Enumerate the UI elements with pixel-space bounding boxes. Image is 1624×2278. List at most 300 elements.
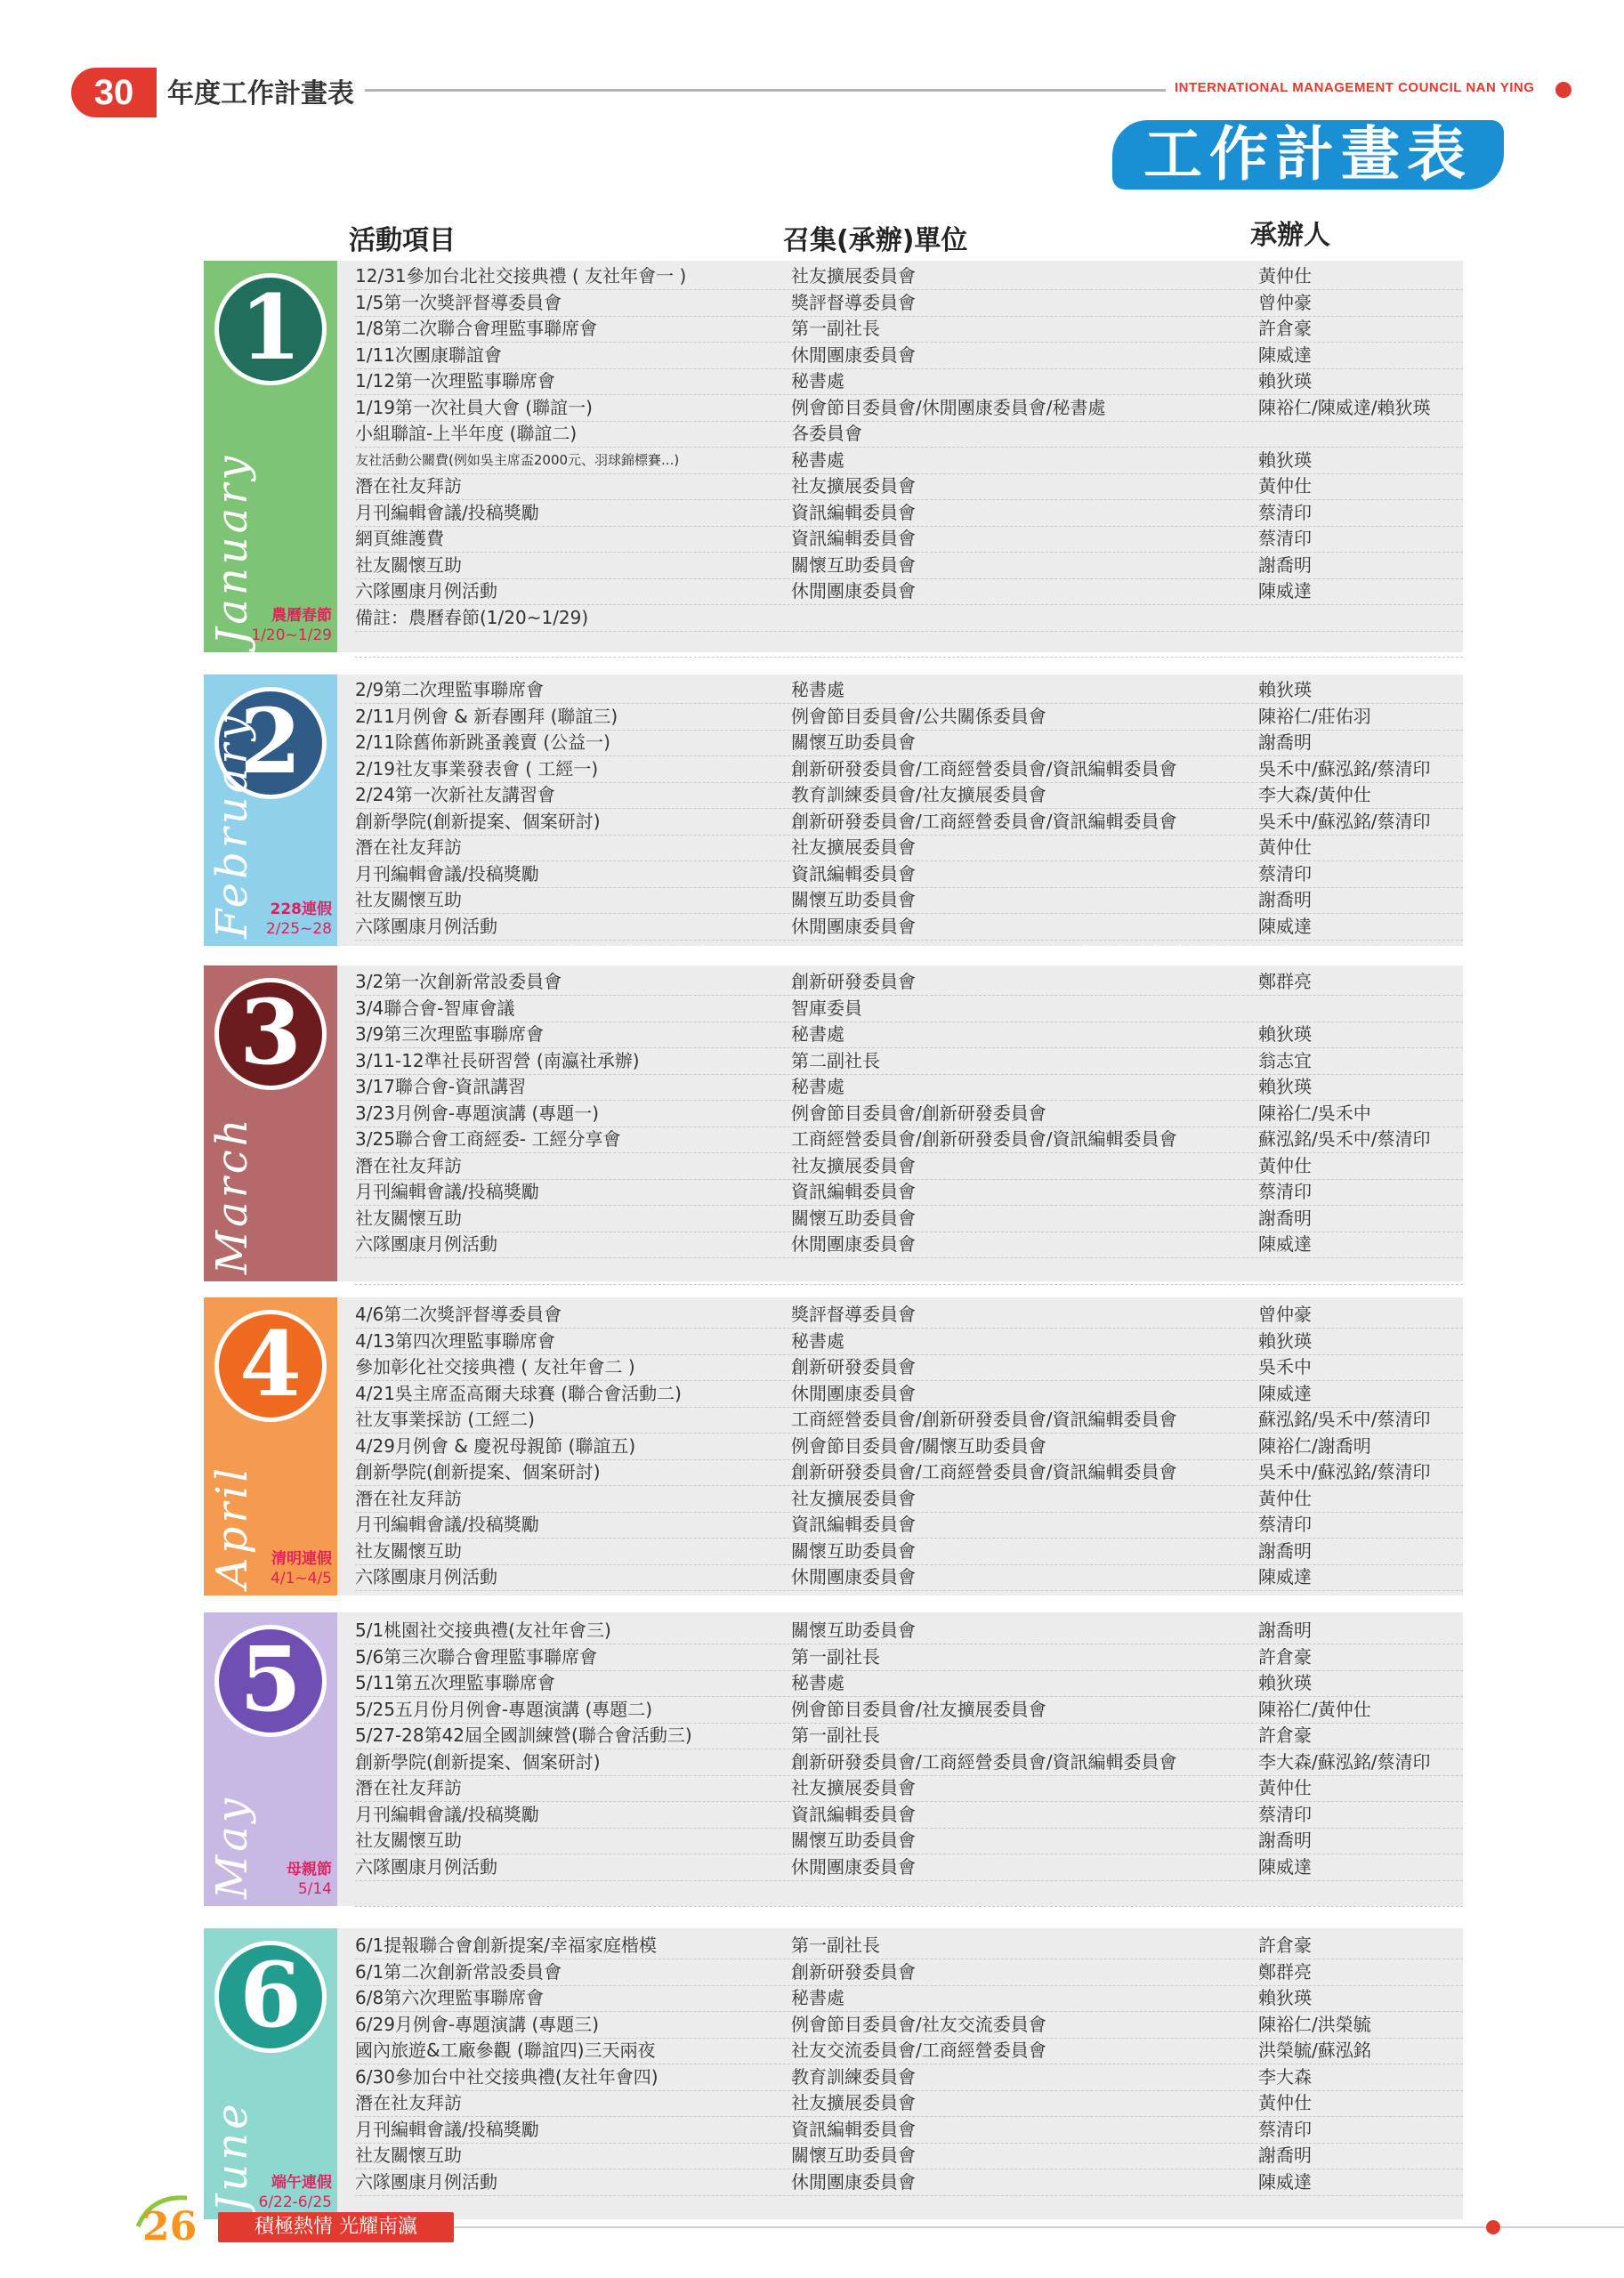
person-cell: 曾仲豪 [1258,1304,1312,1325]
month-block [204,1928,337,2219]
activity-cell: 社友關懷互助 [355,1539,462,1562]
table-row [355,2090,1463,2117]
person-cell: 曾仲豪 [1258,291,1312,313]
activity-cell: 6/30參加台中社交接典禮(友社年會四) [355,2065,658,2088]
table-row [355,1854,1463,1881]
table-row [355,1880,1463,1907]
month-number: 4 [214,1310,327,1422]
person-cell: 陳威達 [1258,343,1312,366]
person-cell: 陳裕仁/吳禾中 [1258,1102,1371,1124]
table-row [355,263,1463,290]
table-row [355,421,1463,448]
table-row [355,1723,1463,1749]
table-row [355,1749,1463,1776]
person-cell: 陳威達 [1258,1382,1312,1404]
person-cell: 蔡清印 [1258,501,1312,523]
table-row [355,1074,1463,1101]
month-block [204,675,337,946]
table-row [355,1407,1463,1434]
unit-cell: 社友擴展委員會 [791,2092,916,2113]
table-row [355,996,1463,1022]
person-cell: 陳威達 [1258,1855,1312,1878]
person-cell: 黃仲仕 [1258,2092,1312,2113]
activity-cell: 參加彰化社交接典禮 ( 友社年會二 ) [355,1356,635,1377]
activity-cell: 1/19第一次社員大會 (聯誼一) [355,396,593,418]
table-row [355,1022,1463,1048]
person-cell: 謝喬明 [1258,1830,1312,1851]
person-cell: 許倉豪 [1258,1725,1312,1746]
person-cell: 吳禾中/蘇泓銘/蔡清印 [1258,810,1431,832]
table-row [355,526,1463,553]
table-row [355,2012,1463,2039]
table-row [355,756,1463,783]
unit-cell: 第一副社長 [791,1725,880,1746]
unit-cell: 第二副社長 [791,1049,880,1071]
person-cell: 賴狄瑛 [1258,1329,1312,1352]
activity-cell: 六隊團康月例活動 [355,1855,497,1878]
activity-cell: 國內旅遊&工廠參觀 (聯誼四)三天兩夜 [355,2040,656,2061]
month-number: 2 [214,687,327,799]
person-cell: 黃仲仕 [1258,1154,1312,1176]
column-headers [0,218,1624,254]
month-number: 6 [214,1941,327,2053]
unit-cell: 秘書處 [791,448,844,471]
person-cell: 蘇泓銘/吳禾中/蔡清印 [1258,1128,1431,1150]
unit-cell: 休閒團康委員會 [791,580,916,602]
unit-cell: 秘書處 [791,679,844,700]
activity-cell: 六隊團康月例活動 [355,2170,497,2193]
unit-cell: 社友擴展委員會 [791,1777,916,1798]
table-row [355,1618,1463,1644]
unit-cell: 秘書處 [791,1672,844,1693]
unit-cell: 關懷互助委員會 [791,1830,916,1851]
unit-cell: 社友擴展委員會 [791,836,916,858]
table-row [355,704,1463,731]
table-row [355,1381,1463,1408]
unit-cell: 休閒團康委員會 [791,2170,916,2193]
person-cell: 李大森/蘇泓銘/蔡清印 [1258,1750,1431,1773]
unit-cell: 創新研發委員會 [791,1960,916,1983]
unit-cell: 工商經營委員會/創新研發委員會/資訊編輯委員會 [791,1409,1177,1430]
holiday-name: 母親節 [287,1861,332,1878]
activity-cell: 網頁維護費 [355,528,444,549]
activity-cell: 月刊編輯會議/投稿獎勵 [355,862,539,885]
activity-cell: 月刊編輯會議/投稿獎勵 [355,501,539,523]
person-cell: 賴狄瑛 [1258,1076,1312,1097]
unit-cell: 休閒團康委員會 [791,1382,916,1404]
month-number: 5 [214,1625,327,1737]
unit-cell: 資訊編輯委員會 [791,501,916,523]
person-cell: 謝喬明 [1258,553,1312,576]
table-row [355,1564,1463,1591]
footer-dot [1486,2220,1500,2234]
activity-cell: 5/25五月份月例會-專題演講 (專題二) [355,1698,653,1720]
activity-cell: 4/29月例會 & 慶祝母親節 (聯誼五) [355,1434,636,1457]
table-row [355,1933,1463,1959]
person-cell: 陳威達 [1258,1566,1312,1587]
person-cell: 許倉豪 [1258,1935,1312,1956]
anniversary-logo [133,2191,214,2244]
table-row [355,730,1463,756]
holiday-name: 農曆春節 [271,607,332,625]
activity-cell: 5/6第三次聯合會理監事聯席會 [355,1645,598,1668]
unit-cell: 資訊編輯委員會 [791,2118,916,2140]
table-row [355,861,1463,888]
person-cell: 蔡清印 [1258,1803,1312,1825]
page-header [71,62,1566,116]
table-row [355,473,1463,500]
month-block [204,1297,337,1595]
activity-cell: 潛在社友拜訪 [355,2092,462,2113]
table-row [355,887,1463,914]
table-row [355,1153,1463,1180]
page-number: 30 [71,68,157,117]
activity-cell: 2/9第二次理監事聯席會 [355,679,545,700]
activity-cell: 六隊團康月例活動 [355,580,497,602]
person-cell: 陳裕仁/謝喬明 [1258,1434,1371,1457]
table-row [355,1539,1463,1565]
holiday-name: 清明連假 [271,1550,332,1568]
table-row [355,1232,1463,1258]
unit-cell: 獎評督導委員會 [791,291,916,313]
activity-cell: 1/8第二次聯合會理監事聯席會 [355,318,598,339]
holiday-note [198,900,332,939]
month-block [204,261,337,652]
person-cell: 黃仲仕 [1258,1487,1312,1509]
table-row [355,2143,1463,2169]
unit-cell: 社友交流委員會/工商經營委員會 [791,2040,1046,2061]
activity-cell: 3/25聯合會工商經委- 工經分享會 [355,1128,621,1150]
unit-cell: 例會節目委員會/公共關係委員會 [791,705,1046,727]
activity-cell: 社友關懷互助 [355,553,462,576]
activity-cell: 5/1桃園社交接典禮(友社年會三) [355,1620,611,1641]
person-cell: 黃仲仕 [1258,1777,1312,1798]
person-cell: 陳威達 [1258,915,1312,937]
page-footer [133,2191,1522,2253]
table-row [355,2064,1463,2091]
person-cell: 李大森 [1258,2065,1312,2088]
table-row [355,1354,1463,1381]
table-row [355,631,1463,658]
holiday-dates: 5/14 [297,1880,332,1898]
person-cell: 賴狄瑛 [1258,1023,1312,1045]
activity-cell: 6/8第六次理監事聯席會 [355,1987,545,2008]
unit-cell: 秘書處 [791,1987,844,2008]
column-header-activity: 活動項目 [349,225,456,256]
table-row [355,1802,1463,1829]
activity-cell: 創新學院(創新提案、個案研討) [355,1461,601,1482]
activity-cell: 六隊團康月例活動 [355,1233,497,1255]
unit-cell: 社友擴展委員會 [791,475,916,497]
month-block [204,1612,337,1906]
person-cell: 蔡清印 [1258,528,1312,549]
table-row [355,1985,1463,2012]
person-cell: 翁志宜 [1258,1049,1312,1071]
table-row [355,1670,1463,1697]
unit-cell: 教育訓練委員會/社友擴展委員會 [791,784,1046,805]
activity-cell: 1/5第一次獎評督導委員會 [355,291,562,313]
activity-cell: 2/11月例會 & 新春團拜 (聯誼三) [355,705,618,727]
table-row [355,2038,1463,2064]
holiday-dates: 2/25~28 [265,920,332,938]
person-cell: 賴狄瑛 [1258,1987,1312,2008]
holiday-note [198,1860,332,1899]
title-banner: 工作計畫表 [1112,120,1504,190]
activity-cell: 2/11除舊佈新跳蚤義賣 (公益一) [355,731,610,753]
table-row [355,578,1463,605]
activity-cell: 六隊團康月例活動 [355,1566,497,1587]
activity-cell: 社友事業採訪 (工經二) [355,1409,535,1430]
table-row [355,368,1463,395]
activity-cell: 3/4聯合會-智庫會議 [355,997,515,1019]
activity-cell: 月刊編輯會議/投稿獎勵 [355,1803,539,1825]
unit-cell: 創新研發委員會/工商經營委員會/資訊編輯委員會 [791,757,1177,780]
logo-text: 26 [142,2204,198,2244]
table-row [355,835,1463,861]
unit-cell: 創新研發委員會/工商經營委員會/資訊編輯委員會 [791,810,1177,832]
unit-cell: 秘書處 [791,370,844,392]
header-title: 年度工作計畫表 [167,78,354,109]
month-section-may [204,1612,1463,1906]
month-section-june [204,1928,1463,2219]
month-block [204,965,337,1281]
activity-cell: 潛在社友拜訪 [355,836,462,858]
month-name: June [207,2100,257,2212]
table-row [355,605,1463,632]
person-cell: 謝喬明 [1258,1207,1312,1229]
footer-divider [454,2226,1624,2228]
unit-cell: 各委員會 [791,423,862,444]
activity-cell: 月刊編輯會議/投稿獎勵 [355,1514,539,1535]
person-cell: 吳禾中/蘇泓銘/蔡清印 [1258,757,1431,780]
activity-cell: 月刊編輯會議/投稿獎勵 [355,1181,539,1202]
column-header-person: 承辦人 [1250,220,1330,251]
unit-cell: 資訊編輯委員會 [791,1514,916,1535]
unit-cell: 關懷互助委員會 [791,553,916,576]
table-row [355,1101,1463,1127]
footer-slogan: 積極熱情 光耀南瀛 [218,2212,454,2242]
unit-cell: 秘書處 [791,1023,844,1045]
unit-cell: 第一副社長 [791,1935,880,1956]
unit-cell: 休閒團康委員會 [791,1855,916,1878]
holiday-name: 228連假 [270,901,332,918]
activity-cell: 潛在社友拜訪 [355,475,462,497]
unit-cell: 教育訓練委員會 [791,2065,916,2088]
table-row [355,1434,1463,1460]
unit-cell: 例會節目委員會/創新研發委員會 [791,1102,1046,1124]
person-cell: 賴狄瑛 [1258,370,1312,392]
table-row [355,500,1463,527]
unit-cell: 關懷互助委員會 [791,889,916,910]
unit-cell: 工商經營委員會/創新研發委員會/資訊編輯委員會 [791,1128,1177,1150]
person-cell: 陳裕仁/陳威達/賴狄瑛 [1258,396,1431,418]
unit-cell: 秘書處 [791,1329,844,1352]
person-cell: 鄭群亮 [1258,1960,1312,1983]
unit-cell: 第一副社長 [791,318,880,339]
activity-cell: 潛在社友拜訪 [355,1487,462,1509]
activity-cell: 創新學院(創新提案、個案研討) [355,810,601,832]
table-row [355,677,1463,704]
unit-cell: 關懷互助委員會 [791,1620,916,1641]
month-number: 1 [214,273,327,385]
person-cell: 鄭群亮 [1258,971,1312,992]
unit-cell: 關懷互助委員會 [791,2145,916,2166]
table-row [355,290,1463,317]
activity-cell: 4/6第二次獎評督導委員會 [355,1304,562,1325]
person-cell: 陳裕仁/莊佑羽 [1258,705,1371,727]
unit-cell: 關懷互助委員會 [791,731,916,753]
month-name: February [207,712,257,939]
activity-cell: 1/12第一次理監事聯席會 [355,370,555,392]
unit-cell: 資訊編輯委員會 [791,1181,916,1202]
unit-cell: 例會節目委員會/社友擴展委員會 [791,1698,1046,1720]
person-cell: 蔡清印 [1258,1514,1312,1535]
person-cell: 賴狄瑛 [1258,679,1312,700]
activity-cell: 6/1提報聯合會創新提案/幸福家庭楷模 [355,1935,657,1956]
person-cell: 謝喬明 [1258,2145,1312,2166]
unit-cell: 社友擴展委員會 [791,1154,916,1176]
person-cell: 黃仲仕 [1258,475,1312,497]
person-cell: 陳威達 [1258,1233,1312,1255]
table-row [355,343,1463,369]
unit-cell: 智庫委員 [791,997,862,1019]
unit-cell: 創新研發委員會/工商經營委員會/資訊編輯委員會 [791,1750,1177,1773]
activity-cell: 12/31參加台北社交接典禮 ( 友社年會一 ) [355,265,687,287]
table-row [355,1329,1463,1355]
month-section-march [204,965,1463,1281]
activity-cell: 潛在社友拜訪 [355,1777,462,1798]
activity-cell: 2/24第一次新社友講習會 [355,784,555,805]
table-row [355,1828,1463,1854]
person-cell: 蔡清印 [1258,2118,1312,2140]
person-cell: 黃仲仕 [1258,265,1312,287]
unit-cell: 例會節目委員會/社友交流委員會 [791,2013,1046,2035]
month-section-february [204,675,1463,946]
table-row [355,316,1463,343]
unit-cell: 關懷互助委員會 [791,1539,916,1562]
activity-cell: 5/27-28第42屆全國訓練營(聯合會活動三) [355,1725,692,1746]
activity-cell: 4/13第四次理監事聯席會 [355,1329,555,1352]
person-cell: 李大森/黃仲仕 [1258,784,1371,805]
month-name: March [207,1115,257,1274]
person-cell: 許倉豪 [1258,318,1312,339]
person-cell: 陳裕仁/黃仲仕 [1258,1698,1371,1720]
activity-cell: 社友關懷互助 [355,2145,462,2166]
table-row [355,1644,1463,1671]
person-cell: 蔡清印 [1258,1181,1312,1202]
table-row [355,1959,1463,1986]
table-row [355,1775,1463,1802]
activity-cell: 3/17聯合會-資訊講習 [355,1076,527,1097]
activity-cell: 6/1第二次創新常設委員會 [355,1960,562,1983]
activity-cell: 3/2第一次創新常設委員會 [355,971,562,992]
person-cell: 許倉豪 [1258,1645,1312,1668]
table-row [355,1206,1463,1232]
person-cell: 賴狄瑛 [1258,1672,1312,1693]
table-row [355,914,1463,941]
activity-cell: 3/23月例會-專題演講 (專題一) [355,1102,600,1124]
table-row [355,1258,1463,1285]
table-row [355,809,1463,836]
header-divider [365,89,1166,92]
person-cell: 陳威達 [1258,2170,1312,2193]
unit-cell: 休閒團康委員會 [791,1566,916,1587]
activity-cell: 社友關懷互助 [355,1830,462,1851]
holiday-name: 端午連假 [271,2174,332,2192]
unit-cell: 關懷互助委員會 [791,1207,916,1229]
table-row [355,782,1463,809]
unit-cell: 資訊編輯委員會 [791,862,916,885]
unit-cell: 社友擴展委員會 [791,265,916,287]
month-number: 3 [214,978,327,1090]
activity-cell: 小組聯誼-上半年度 (聯誼二) [355,423,578,444]
activity-cell: 3/9第三次理監事聯席會 [355,1023,545,1045]
month-section-april [204,1297,1463,1595]
unit-cell: 資訊編輯委員會 [791,1803,916,1825]
unit-cell: 休閒團康委員會 [791,1233,916,1255]
activity-cell: 友社活動公關費(例如吳主席盃2000元、羽球錦標賽...) [355,451,680,468]
table-row [355,1127,1463,1153]
unit-cell: 創新研發委員會 [791,971,916,992]
activity-cell: 備註：農曆春節(1/20~1/29) [355,606,589,628]
table-row [355,395,1463,422]
activity-cell: 1/11次團康聯誼會 [355,343,502,366]
unit-cell: 例會節目委員會/關懷互助委員會 [791,1434,1046,1457]
person-cell: 陳裕仁/洪榮毓 [1258,2013,1371,2035]
table-row [355,1179,1463,1206]
unit-cell: 資訊編輯委員會 [791,528,916,549]
org-name: INTERNATIONAL MANAGEMENT COUNCIL NAN YING [1175,80,1535,95]
unit-cell: 休閒團康委員會 [791,343,916,366]
unit-cell: 秘書處 [791,1076,844,1097]
table-row [355,1048,1463,1075]
unit-cell: 創新研發委員會/工商經營委員會/資訊編輯委員會 [791,1461,1177,1482]
activity-cell: 4/21吳主席盃高爾夫球賽 (聯合會活動二) [355,1382,682,1404]
person-cell: 蘇泓銘/吳禾中/蔡清印 [1258,1409,1431,1430]
activity-cell: 2/19社友事業發表會 ( 工經一) [355,757,599,780]
activity-cell: 六隊團康月例活動 [355,915,497,937]
header-dot [1555,82,1571,98]
month-name: May [207,1795,257,1899]
table-row [355,2117,1463,2144]
table-row [355,1302,1463,1329]
month-name: January [207,452,257,645]
activity-cell: 創新學院(創新提案、個案研討) [355,1750,601,1773]
unit-cell: 創新研發委員會 [791,1356,916,1377]
activity-cell: 6/29月例會-專題演講 (專題三) [355,2013,600,2035]
activity-cell: 社友關懷互助 [355,1207,462,1229]
person-cell: 蔡清印 [1258,862,1312,885]
month-section-january [204,261,1463,652]
table-row [355,969,1463,996]
person-cell: 謝喬明 [1258,1539,1312,1562]
column-header-unit: 召集(承辦)單位 [783,225,968,256]
activity-cell: 5/11第五次理監事聯席會 [355,1672,555,1693]
person-cell: 謝喬明 [1258,1620,1312,1641]
table-row [355,1697,1463,1724]
table-row [355,448,1463,474]
holiday-dates: 6/22-6/25 [258,2193,332,2211]
person-cell: 謝喬明 [1258,889,1312,910]
person-cell: 洪榮毓/蘇泓銘 [1258,2040,1371,2061]
activity-cell: 月刊編輯會議/投稿獎勵 [355,2118,539,2140]
holiday-note [198,606,332,645]
holiday-dates: 1/20~1/29 [251,626,332,644]
holiday-dates: 4/1~4/5 [271,1570,332,1587]
person-cell: 吳禾中/蘇泓銘/蔡清印 [1258,1461,1431,1482]
unit-cell: 第一副社長 [791,1645,880,1668]
unit-cell: 獎評督導委員會 [791,1304,916,1325]
